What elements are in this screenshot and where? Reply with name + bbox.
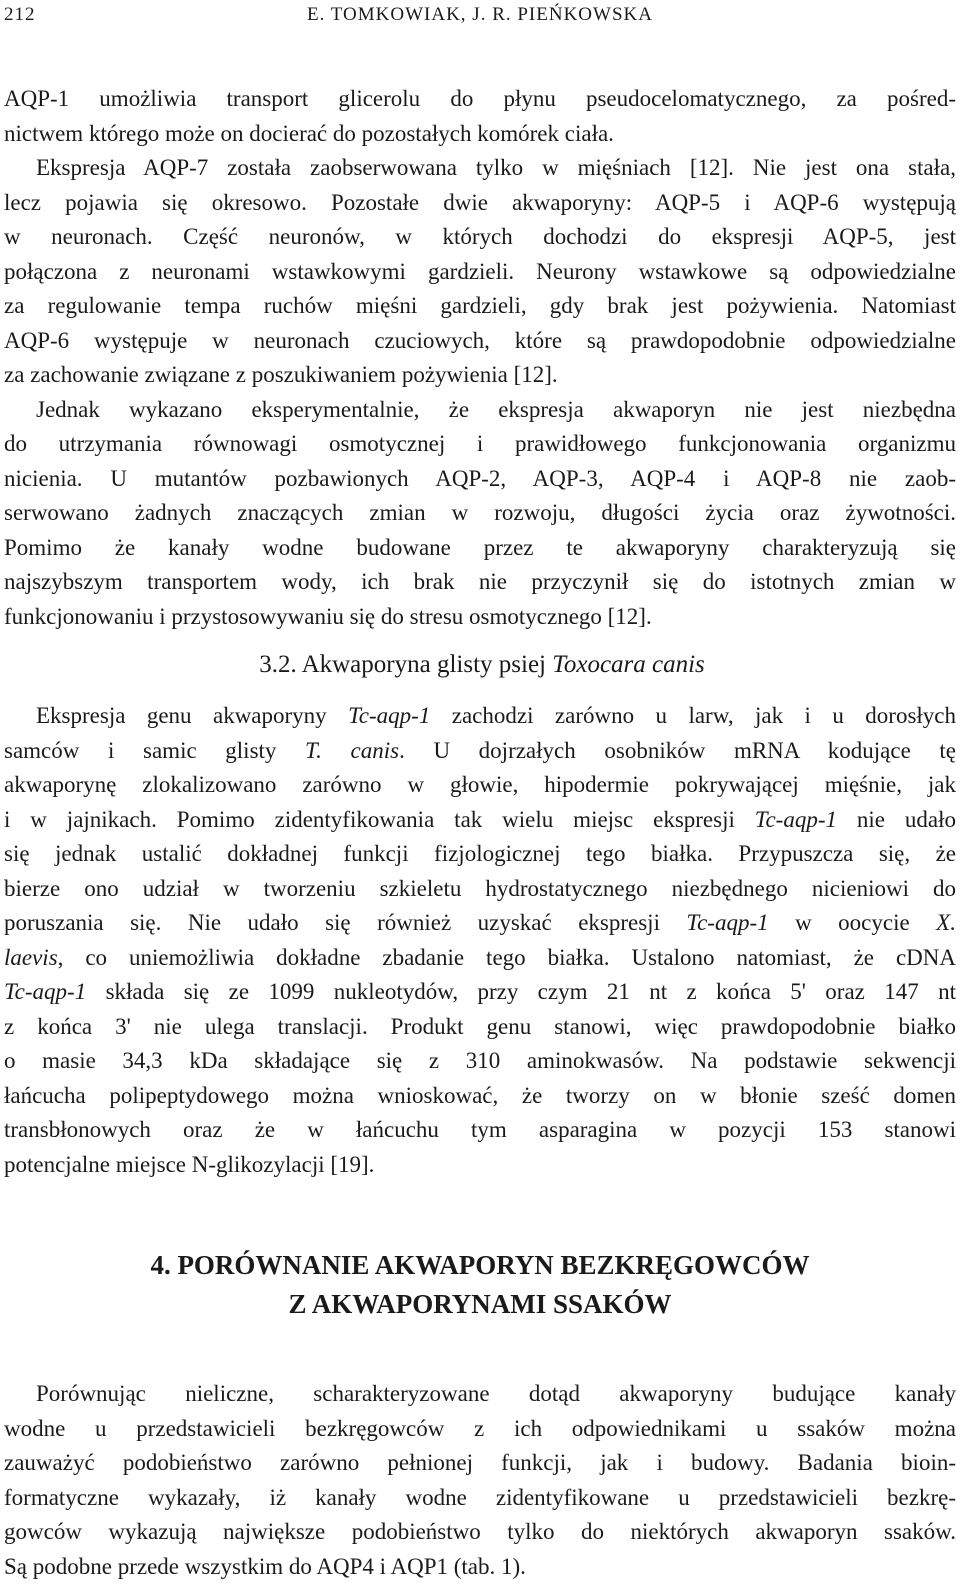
text-line: nicienia. U mutantów pozbawionych AQP-2, AQP-3, AQP-4 i AQP-8 nie zaob- (4, 462, 956, 497)
text-line: wodne u przedstawicieli bezkręgowców z ich odpowiednikami u ssaków można (4, 1412, 956, 1447)
text-line: AQP-6 występuje w neuronach czuciowych, które są prawdopodobnie odpowiedzialne (4, 324, 956, 359)
text-line: o masie 34,3 kDa składające się z 310 aminokwasów. Na podstawie sekwencji (4, 1044, 956, 1079)
text-line: nictwem którego może on docierać do pozostałych komórek ciała. (4, 117, 956, 152)
text-line: transbłonowych oraz że w łańcuchu tym asparagina w pozycji 153 stanowi (4, 1113, 956, 1148)
text-line: Ekspresja genu akwaporyny Tc-aqp-1 zachodzi zarówno u larw, jak i u dorosłych (4, 699, 956, 734)
text-line: Pomimo że kanały wodne budowane przez te akwaporyny charakteryzują się (4, 531, 956, 566)
text-line: bierze ono udział w tworzeniu szkieletu hydrostatycznego niezbędnego nicieniowi do (4, 872, 956, 907)
text-line: funkcjonowaniu i przystosowywaniu się do stresu osmotycznego [12]. (4, 600, 956, 635)
text-line: do utrzymania równowagi osmotycznej i prawidłowego funkcjonowania organizmu (4, 427, 956, 462)
text-line: laevis, co uniemożliwia dokładne zbadanie tego białka. Ustalono natomiast, że cDNA (4, 941, 956, 976)
section-title-line: Z AKWAPORYNAMI SSAKÓW (4, 1285, 956, 1324)
paragraph-comparison (4, 1377, 956, 1584)
running-head-authors: E. TOMKOWIAK, J. R. PIEŃKOWSKA (4, 4, 956, 26)
section-heading (4, 1246, 956, 1324)
text-line: Jednak wykazano eksperymentalnie, że ekspresja akwaporyn nie jest niezbędna (4, 393, 956, 428)
paragraph-aqp-expression (4, 82, 956, 634)
text-line: łańcucha polipeptydowego można wnioskować, że tworzy on w błonie sześć domen (4, 1079, 956, 1114)
text-line: formatyczne wykazały, iż kanały wodne zidentyfikowane u przedstawicieli bezkrę- (4, 1481, 956, 1516)
subsection-title: 3.2. Akwaporyna glisty psiej (259, 651, 552, 678)
text-line: serwowano żadnych znaczących zmian w rozwoju, długości życia oraz żywotności. (4, 496, 956, 531)
text-line: się jednak ustalić dokładnej funkcji fizjologicznej tego białka. Przypuszcza się, że (4, 837, 956, 872)
text-line: akwaporynę zlokalizowano zarówno w głowie, hipodermie pokrywającej mięśnie, jak (4, 768, 956, 803)
text-line: gowców wykazują największe podobieństwo tylko do niektórych akwaporyn ssaków. (4, 1515, 956, 1550)
text-line: Ekspresja AQP-7 została zaobserwowana tylko w mięśniach [12]. Nie jest ona stała, (4, 151, 956, 186)
subsection-heading (4, 647, 956, 683)
text-line: w neuronach. Część neuronów, w których dochodzi do ekspresji AQP-5, jest (4, 220, 956, 255)
text-line: najszybszym transportem wody, ich brak nie przyczynił się do istotnych zmian w (4, 565, 956, 600)
text-line: i w jajnikach. Pomimo zidentyfikowania tak wielu miejsc ekspresji Tc-aqp-1 nie udało (4, 803, 956, 838)
text-line: Tc-aqp-1 składa się ze 1099 nukleotydów, przy czym 21 nt z końca 5' oraz 147 nt (4, 975, 956, 1010)
section-title-line: 4. PORÓWNANIE AKWAPORYN BEZKRĘGOWCÓW (4, 1246, 956, 1285)
text-line: poruszania się. Nie udało się również uzyskać ekspresji Tc-aqp-1 w oocycie X. (4, 906, 956, 941)
page-number: 212 (4, 4, 36, 26)
text-line: połączona z neuronami wstawkowymi gardzieli. Neurony wstawkowe są odpowiedzialne (4, 255, 956, 290)
text-line: Porównując nieliczne, scharakteryzowane dotąd akwaporyny budujące kanały (4, 1377, 956, 1412)
text-line: potencjalne miejsce N-glikozylacji [19]. (4, 1148, 956, 1183)
subsection-title-species: Toxocara canis (552, 651, 705, 678)
text-line: Są podobne przede wszystkim do AQP4 i AQP1 (tab. 1). (4, 1550, 956, 1584)
text-line: lecz pojawia się okresowo. Pozostałe dwie akwaporyny: AQP-5 i AQP-6 występują (4, 186, 956, 221)
text-line: za regulowanie tempa ruchów mięśni gardzieli, gdy brak jest pożywienia. Natomiast (4, 289, 956, 324)
text-line: AQP-1 umożliwia transport glicerolu do płynu pseudocelomatycznego, za pośred- (4, 82, 956, 117)
text-line: samców i samic glisty T. canis. U dojrzałych osobników mRNA kodujące tę (4, 734, 956, 769)
page-body (4, 82, 956, 1584)
paragraph-toxocara (4, 699, 956, 1182)
text-line: za zachowanie związane z poszukiwaniem pożywienia [12]. (4, 358, 956, 393)
text-line: zauważyć podobieństwo zarówno pełnionej funkcji, jak i budowy. Badania bioin- (4, 1446, 956, 1481)
running-header (4, 4, 956, 30)
text-line: z końca 3' nie ulega translacji. Produkt genu stanowi, więc prawdopodobnie białko (4, 1010, 956, 1045)
